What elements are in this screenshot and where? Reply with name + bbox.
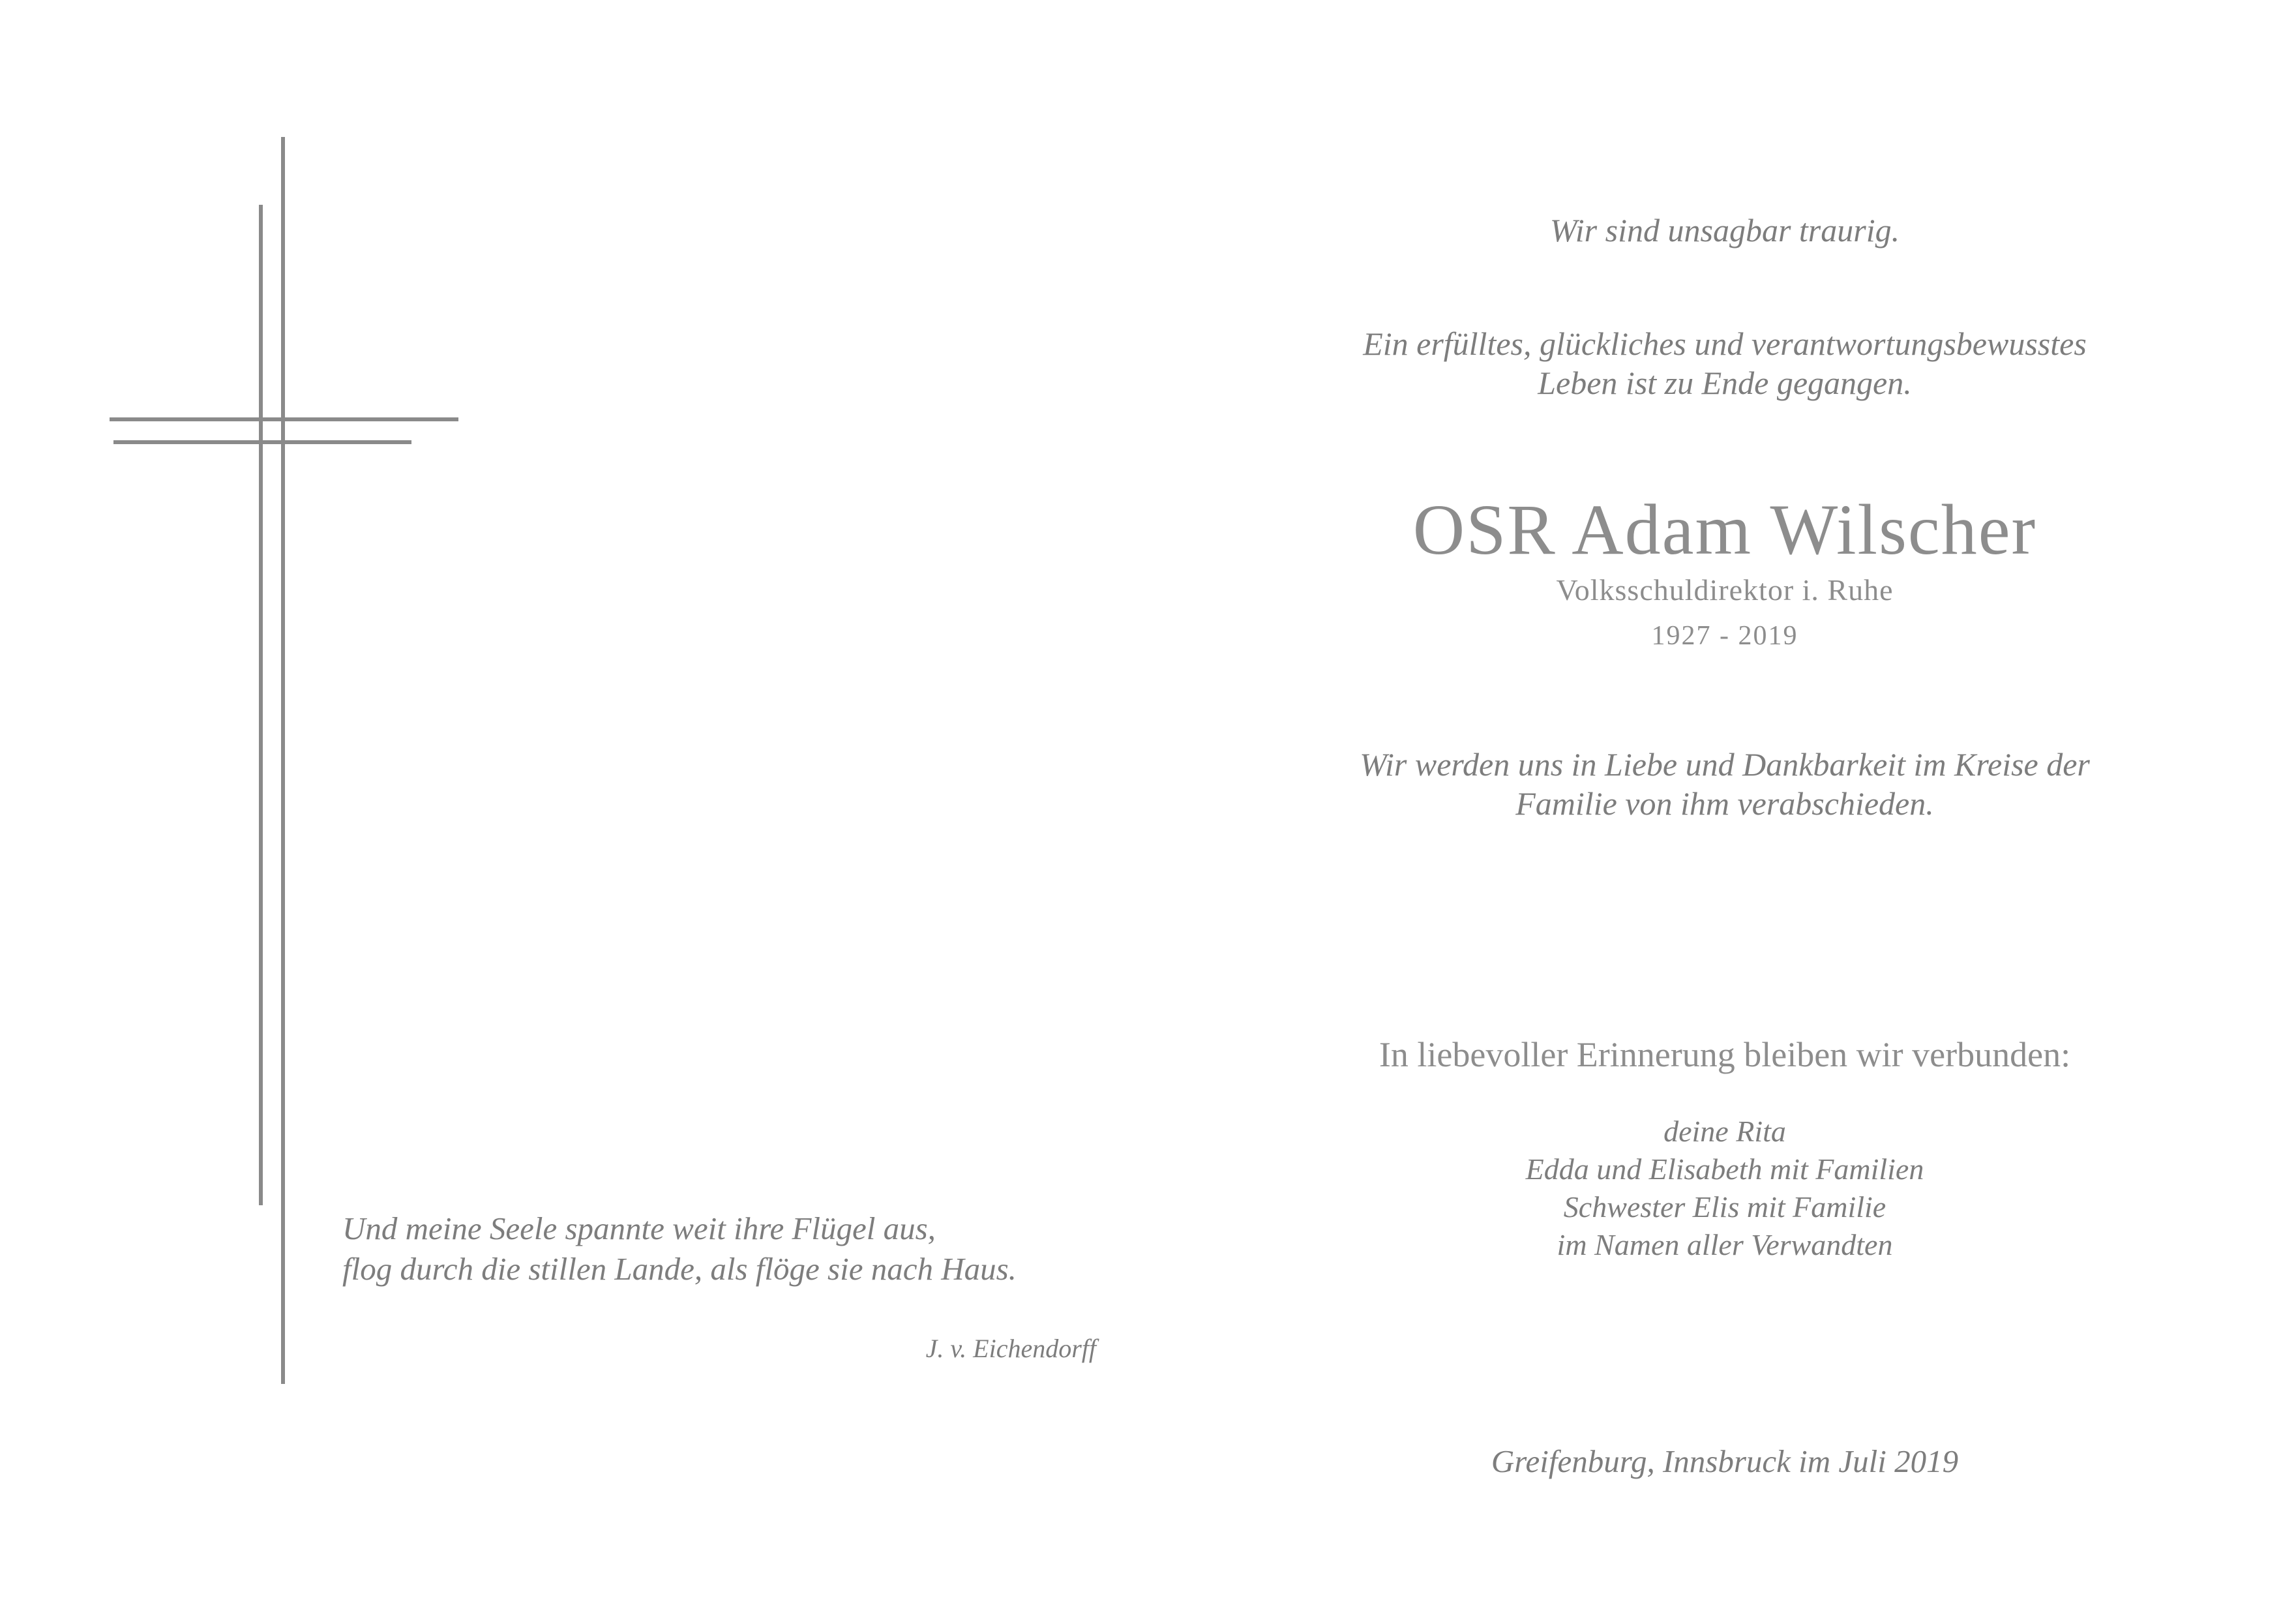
farewell-block bbox=[1229, 745, 2220, 823]
farewell-line-2: Familie von ihm verabschieden. bbox=[1515, 785, 1934, 822]
cross-horizontal-line-long bbox=[110, 417, 458, 421]
verse-attribution: J. v. Eichendorff bbox=[925, 1334, 1096, 1363]
mourner-line-1: deine Rita bbox=[1663, 1115, 1786, 1148]
verse-block bbox=[342, 1209, 1099, 1289]
verse-line-2: flog durch die stillen Lande, als flöge sie nach Haus. bbox=[342, 1251, 1017, 1287]
mourner-line-3: Schwester Elis mit Familie bbox=[1563, 1190, 1886, 1224]
deceased-years: 1927 - 2019 bbox=[1651, 621, 1798, 651]
mourner-line-2: Edda und Elisabeth mit Familien bbox=[1525, 1152, 1924, 1186]
intro-line-1: Ein erfülltes, glückliches und verantwortungsbewusstes bbox=[1363, 325, 2087, 362]
verse-line-1: Und meine Seele spannte weit ihre Flügel aus, bbox=[342, 1210, 936, 1246]
place-date-line: Greifenburg, Innsbruck im Juli 2019 bbox=[1491, 1443, 1959, 1479]
intro-line-2: Leben ist zu Ende gegangen. bbox=[1538, 365, 1912, 401]
farewell-line-1: Wir werden uns in Liebe und Dankbarkeit im Kreise der bbox=[1360, 746, 2090, 783]
remembrance-heading: In liebevoller Erinnerung bleiben wir verbunden: bbox=[1379, 1035, 2071, 1074]
mourner-line-4: im Namen aller Verwandten bbox=[1557, 1228, 1893, 1261]
cross-horizontal-line-short bbox=[113, 440, 411, 444]
mourners-block bbox=[1229, 1113, 2220, 1264]
cross-vertical-line-short bbox=[259, 205, 263, 1205]
intro-block bbox=[1229, 324, 2220, 402]
cross-vertical-line-long bbox=[281, 137, 285, 1384]
opening-line: Wir sind unsagbar traurig. bbox=[1549, 212, 1900, 248]
deceased-title: Volksschuldirektor i. Ruhe bbox=[1556, 573, 1894, 607]
deceased-name: OSR Adam Wilscher bbox=[1412, 490, 2037, 569]
